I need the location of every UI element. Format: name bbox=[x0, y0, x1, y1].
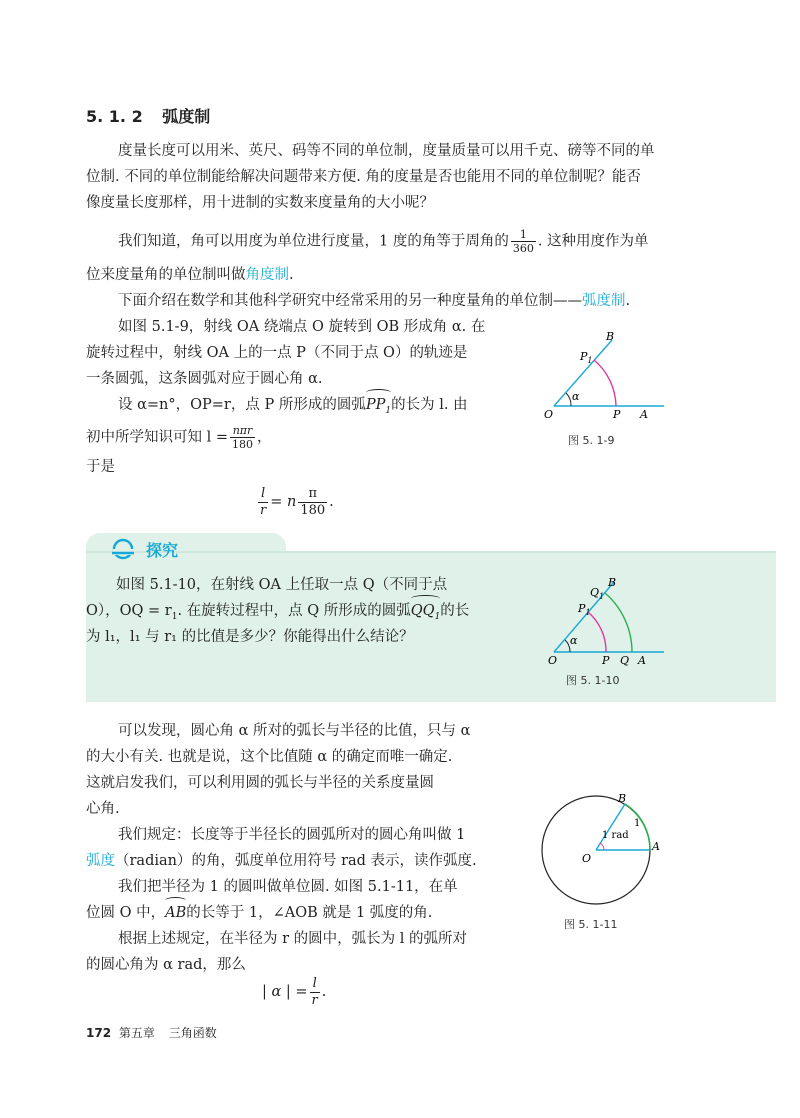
label-a: A bbox=[640, 408, 648, 420]
page-number: 172 bbox=[86, 1026, 112, 1040]
label-a: A bbox=[652, 840, 660, 853]
caption-5-1-9: 图 5. 1-9 bbox=[568, 434, 615, 447]
fraction: $\frac{\text{nπr}}{180}$ bbox=[232, 424, 254, 451]
arc-pp1 bbox=[588, 612, 606, 652]
text-line: 心角. bbox=[86, 801, 120, 817]
chapter-title: 三角函数 bbox=[168, 1026, 217, 1040]
label-b: B bbox=[608, 576, 617, 589]
fraction: $\frac{1}{360}$ bbox=[512, 228, 534, 255]
text-line: 弧度（radian）的角，弧度单位用符号 rad 表示，读作弧度. bbox=[86, 853, 477, 869]
label-q: Q bbox=[620, 654, 630, 666]
text-line: 下面介绍在数学和其他科学研究中经常采用的另一种度量角的单位制——弧度制. bbox=[118, 293, 631, 309]
label-p1: $P_1$ bbox=[580, 350, 593, 365]
section-number: 5. 1. 2 bbox=[86, 107, 143, 126]
explore-line-2: O），OQ = $r_1$. 在旋转过程中，点 Q 所形成的圆弧$QQ_1$的长 bbox=[86, 598, 469, 630]
text-line: 的圆心角为 α rad，那么 bbox=[86, 957, 246, 973]
text-line: 如图 5.1-9，射线 OA 绕端点 O 旋转到 OB 形成角 α. 在 bbox=[118, 319, 486, 335]
label-1rad: 1 rad bbox=[602, 830, 629, 841]
section-title: 弧度制 bbox=[162, 107, 211, 126]
text-line: 像度量长度那样，用十进制的实数来度量角的大小呢？ bbox=[86, 195, 434, 211]
section-heading bbox=[86, 104, 210, 127]
arc-notation: AB bbox=[165, 900, 186, 926]
arc-pp1 bbox=[594, 360, 616, 406]
text-line: 一条圆弧，这条圆弧对应于圆心角 α. bbox=[86, 371, 323, 387]
text-line: 度量长度可以用米、英尺、码等不同的单位制，度量质量可以用千克、磅等不同的单 bbox=[118, 143, 655, 159]
text-line: 可以发现，圆心角 α 所对的弧长与半径的比值，只与 α bbox=[118, 723, 471, 739]
caption-5-1-10: 图 5. 1-10 bbox=[566, 674, 620, 687]
text-line: 我们把半径为 1 的圆叫做单位圆. 如图 5.1-11，在单 bbox=[118, 879, 458, 895]
label-b: B bbox=[618, 792, 627, 805]
label-p: P bbox=[602, 654, 610, 666]
text-line: 位制. 不同的单位制能给解决问题带来方便. 角的度量是否也能用不同的单位制呢？能否 bbox=[86, 169, 641, 185]
arc-notation: $QQ_1$ bbox=[411, 598, 441, 630]
text-line: 根据上述规定，在半径为 r 的圆中，弧长为 l 的弧所对 bbox=[118, 931, 468, 947]
figure-5-1-9 bbox=[536, 330, 676, 420]
label-q1: $Q_1$ bbox=[590, 586, 605, 601]
divider bbox=[86, 551, 776, 553]
caption-5-1-11: 图 5. 1-11 bbox=[564, 918, 618, 931]
text-line: 我们知道，角可以用度为单位进行度量，1 度的角等于周角的 $\frac{1}{360}$ . 这种用度作为单 bbox=[118, 228, 649, 255]
text-line: 旋转过程中，射线 OA 上的一点 P（不同于点 O）的轨迹是 bbox=[86, 345, 468, 361]
arc-qq1 bbox=[605, 593, 632, 652]
label-p1: $P_1$ bbox=[578, 602, 591, 617]
label-alpha: α bbox=[572, 390, 580, 403]
term-degree-system: 角度制 bbox=[245, 267, 289, 283]
label-a: A bbox=[638, 654, 646, 666]
text-line: 设 α=n°，OP=r，点 P 所形成的圆弧$PP_1$的长为 l. 由 bbox=[118, 392, 468, 424]
angle-mark bbox=[600, 843, 604, 850]
label-alpha: α bbox=[570, 634, 578, 647]
text-line: 初中所学知识可知 l = $\frac{\text{nπr}}{180}$ ， bbox=[86, 424, 272, 451]
label-one: 1 bbox=[634, 818, 641, 829]
angle-mark bbox=[566, 393, 571, 406]
explore-title: 探究 bbox=[146, 541, 179, 560]
text-line: 这就启发我们，可以利用圆的弧长与半径的关系度量圆 bbox=[86, 775, 434, 791]
text-line: 于是 bbox=[86, 459, 115, 475]
equation: $\frac{l}{r}$ = n $\frac{\pi}{180}$ . bbox=[260, 485, 334, 518]
text-line: 位圆 O 中，AB的长等于 1，∠AOB 就是 1 弧度的角. bbox=[86, 900, 432, 926]
arc-notation: $PP_1$ bbox=[366, 392, 391, 424]
figure-5-1-10 bbox=[536, 572, 676, 666]
explore-line-3: 为 l₁，l₁ 与 r₁ 的比值是多少？你能得出什么结论？ bbox=[86, 629, 414, 645]
explore-line-1: 如图 5.1-10，在射线 OA 上任取一点 Q（不同于点 bbox=[116, 577, 448, 593]
label-o: O bbox=[548, 654, 558, 666]
text-line: 位来度量角的单位制叫做角度制. bbox=[86, 267, 294, 283]
label-p: P bbox=[613, 408, 621, 420]
term-radian-system: 弧度制 bbox=[582, 293, 626, 309]
text-line: 的大小有关. 也就是说，这个比值随 α 的确定而唯一确定. bbox=[86, 749, 453, 765]
text-line: 我们规定：长度等于半径长的圆弧所对的圆心角叫做 1 bbox=[118, 827, 466, 843]
equation: | α | = $\frac{l}{r}$ . bbox=[262, 975, 327, 1008]
page-footer bbox=[86, 1024, 217, 1041]
label-b: B bbox=[606, 330, 615, 343]
figure-5-1-11 bbox=[530, 790, 670, 920]
explore-icon bbox=[110, 538, 140, 560]
term-radian: 弧度 bbox=[86, 853, 115, 869]
chapter-label: 第五章 bbox=[118, 1026, 155, 1040]
label-o: O bbox=[582, 852, 592, 865]
label-o: O bbox=[544, 408, 554, 420]
